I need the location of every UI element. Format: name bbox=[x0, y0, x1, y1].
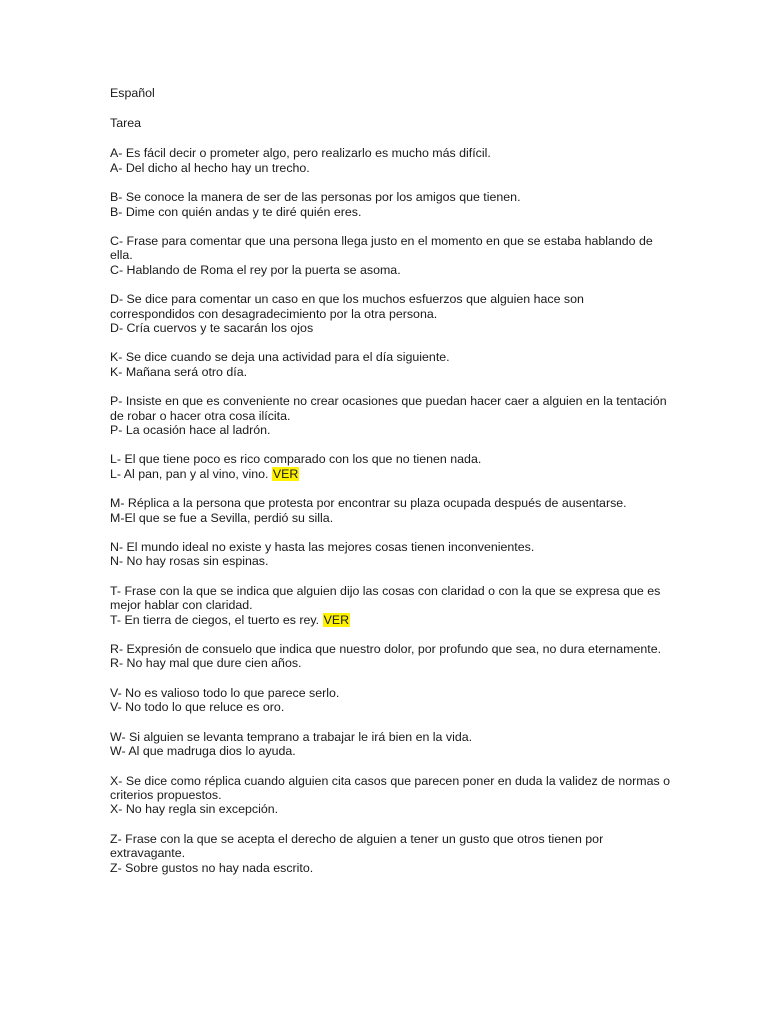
proverb-meaning: C- Frase para comentar que una persona llega justo en el momento en que se estaba hablando de ella. bbox=[110, 234, 653, 263]
proverb-saying: C- Hablando de Roma el rey por la puerta se asoma. bbox=[110, 262, 401, 277]
proverb-meaning: K- Se dice cuando se deja una actividad para el día siguiente. bbox=[110, 350, 450, 365]
proverb-saying: N- No hay rosas sin espinas. bbox=[110, 554, 269, 569]
proverb-item bbox=[110, 642, 670, 670]
proverb-saying: L- Al pan, pan y al vino, vino. bbox=[110, 466, 269, 481]
proverb-item bbox=[110, 350, 670, 378]
proverb-saying: K- Mañana será otro día. bbox=[110, 364, 248, 379]
proverb-item bbox=[110, 774, 670, 817]
proverb-saying: D- Cría cuervos y te sacarán los ojos bbox=[110, 320, 314, 335]
proverb-item bbox=[110, 686, 670, 714]
proverb-item bbox=[110, 292, 670, 335]
proverb-saying: Z- Sobre gustos no hay nada escrito. bbox=[110, 860, 314, 875]
proverb-meaning: P- Insiste en que es conveniente no crear ocasiones que puedan hacer caer a alguien en la tentación de robar o hacer otra cosa ilícita. bbox=[110, 394, 667, 423]
proverb-meaning: D- Se dice para comentar un caso en que los muchos esfuerzos que alguien hace son correspondidos con desagradecimiento por la otra persona. bbox=[110, 292, 584, 321]
proverb-saying: B- Dime con quién andas y te diré quién eres. bbox=[110, 204, 362, 219]
proverb-saying: T- En tierra de ciegos, el tuerto es rey. bbox=[110, 612, 320, 627]
proverb-item bbox=[110, 730, 670, 758]
task-heading: Tarea bbox=[110, 116, 141, 131]
proverb-item bbox=[110, 832, 670, 875]
proverb-meaning: N- El mundo ideal no existe y hasta las mejores cosas tienen inconvenientes. bbox=[110, 540, 535, 555]
ver-highlight: VER bbox=[272, 466, 299, 481]
proverb-meaning: W- Si alguien se levanta temprano a trabajar le irá bien en la vida. bbox=[110, 730, 473, 745]
proverb-saying: V- No todo lo que reluce es oro. bbox=[110, 700, 285, 715]
proverb-meaning: X- Se dice como réplica cuando alguien cita casos que parecen poner en duda la validez de normas o criterios propuestos. bbox=[110, 774, 670, 803]
proverb-saying: A- Del dicho al hecho hay un trecho. bbox=[110, 160, 310, 175]
proverb-meaning: B- Se conoce la manera de ser de las personas por los amigos que tienen. bbox=[110, 190, 521, 205]
ver-highlight: VER bbox=[323, 612, 350, 627]
proverb-saying-line bbox=[110, 613, 670, 627]
proverb-item bbox=[110, 452, 670, 480]
subject-heading: Español bbox=[110, 86, 155, 100]
proverb-meaning: R- Expresión de consuelo que indica que nuestro dolor, por profundo que sea, no dura eternamente. bbox=[110, 642, 662, 657]
proverb-item bbox=[110, 146, 670, 174]
proverb-item bbox=[110, 496, 670, 524]
proverb-saying: M-El que se fue a Sevilla, perdió su silla. bbox=[110, 510, 334, 525]
proverb-meaning: Z- Frase con la que se acepta el derecho de alguien a tener un gusto que otros tienen por extravagante. bbox=[110, 832, 604, 861]
proverb-saying: P- La ocasión hace al ladrón. bbox=[110, 422, 271, 437]
proverb-saying: R- No hay mal que dure cien años. bbox=[110, 656, 302, 671]
proverb-item bbox=[110, 190, 670, 218]
document-page bbox=[110, 86, 670, 890]
proverb-meaning: M- Réplica a la persona que protesta por encontrar su plaza ocupada después de ausentarse. bbox=[110, 496, 627, 511]
proverb-meaning: A- Es fácil decir o prometer algo, pero realizarlo es mucho más difícil. bbox=[110, 146, 491, 161]
proverb-meaning: V- No es valioso todo lo que parece serlo. bbox=[110, 686, 340, 701]
proverb-meaning: L- El que tiene poco es rico comparado con los que no tienen nada. bbox=[110, 452, 482, 467]
proverb-item bbox=[110, 584, 670, 627]
proverb-item bbox=[110, 234, 670, 277]
proverb-saying-line bbox=[110, 467, 670, 481]
proverb-item bbox=[110, 540, 670, 568]
proverb-saying: W- Al que madruga dios lo ayuda. bbox=[110, 744, 296, 759]
proverb-item bbox=[110, 394, 670, 437]
proverb-meaning: T- Frase con la que se indica que alguien dijo las cosas con claridad o con la que se expresa que es mejor hablar con claridad. bbox=[110, 584, 661, 613]
proverb-saying: X- No hay regla sin excepción. bbox=[110, 802, 279, 817]
